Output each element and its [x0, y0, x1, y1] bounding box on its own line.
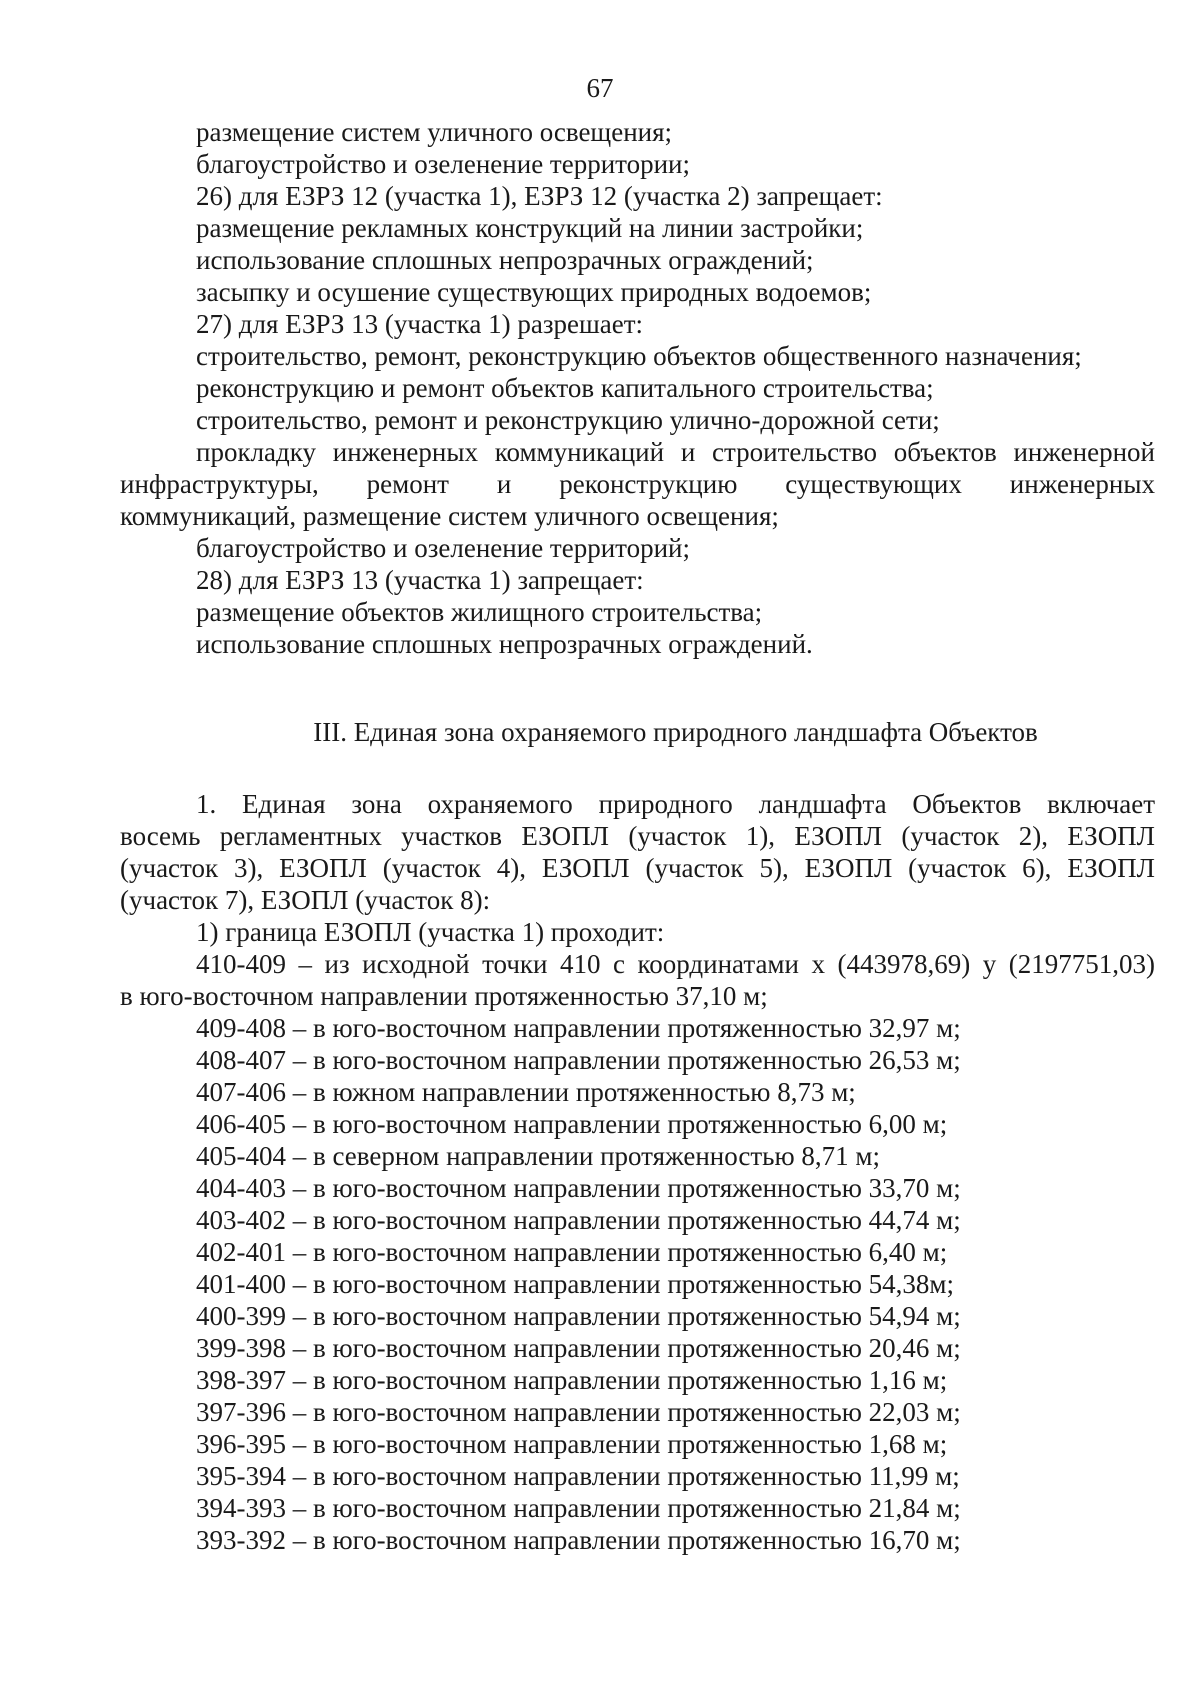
boundary-segment: 393-392 – в юго-восточном направлении протяженностью 16,70 м; [196, 1525, 961, 1555]
page-number: 67 [586, 73, 614, 103]
text-line: размещение объектов жилищного строительства; [196, 597, 763, 627]
boundary-segment: 404-403 – в юго-восточном направлении протяженностью 33,70 м; [196, 1173, 961, 1203]
text-line: 410-409 – из исходной точки 410 с координатами x (443978,69) y (2197751,03) [196, 949, 1155, 979]
boundary-segment: 394-393 – в юго-восточном направлении протяженностью 21,84 м; [196, 1493, 961, 1523]
boundary-segment: 402-401 – в юго-восточном направлении протяженностью 6,40 м; [196, 1237, 948, 1267]
text-line: прокладку инженерных коммуникаций и строительство объектов инженерной [196, 437, 1155, 467]
boundary-segment: 398-397 – в юго-восточном направлении протяженностью 1,16 м; [196, 1365, 948, 1395]
boundary-segment: 405-404 – в северном направлении протяженностью 8,71 м; [196, 1141, 881, 1171]
boundary-segment: 395-394 – в юго-восточном направлении протяженностью 11,99 м; [196, 1461, 960, 1491]
boundary-segment: 396-395 – в юго-восточном направлении протяженностью 1,68 м; [196, 1429, 948, 1459]
text-line: размещение рекламных конструкций на линии застройки; [196, 213, 864, 243]
boundary-segment: 406-405 – в юго-восточном направлении протяженностью 6,00 м; [196, 1109, 948, 1139]
text-line: 1) граница ЕЗОПЛ (участка 1) проходит: [196, 917, 665, 947]
text-line: 26) для ЕЗРЗ 12 (участка 1), ЕЗРЗ 12 (участка 2) запрещает: [196, 181, 883, 211]
text-line: засыпку и осушение существующих природных водоемов; [196, 277, 872, 307]
text-block-zone-rules [120, 116, 1155, 660]
text-line: 1. Единая зона охраняемого природного ландшафта Объектов включает [196, 789, 1155, 819]
boundary-segment: 408-407 – в юго-восточном направлении протяженностью 26,53 м; [196, 1045, 961, 1075]
section-heading: III. Единая зона охраняемого природного ландшафта Объектов [313, 717, 1038, 747]
boundary-segment: 409-408 – в юго-восточном направлении протяженностью 32,97 м; [196, 1013, 961, 1043]
text-line: использование сплошных непрозрачных ограждений. [196, 629, 813, 659]
text-line: благоустройство и озеленение территории; [196, 149, 691, 179]
text-line: размещение систем уличного освещения; [196, 117, 673, 147]
boundary-segment: 399-398 – в юго-восточном направлении протяженностью 20,46 м; [196, 1333, 961, 1363]
text-line: восемь регламентных участков ЕЗОПЛ (участок 1), ЕЗОПЛ (участок 2), ЕЗОПЛ [120, 821, 1155, 851]
text-line: реконструкцию и ремонт объектов капитального строительства; [196, 373, 934, 403]
text-line: коммуникаций, размещение систем уличного освещения; [120, 501, 779, 531]
text-line: строительство, ремонт, реконструкцию объектов общественного назначения; [196, 341, 1082, 371]
text-line: инфраструктуры, ремонт и реконструкцию существующих инженерных [120, 469, 1155, 499]
text-line: (участок 7), ЕЗОПЛ (участок 8): [120, 885, 491, 915]
text-line: в юго-восточном направлении протяженностью 37,10 м; [120, 981, 768, 1011]
text-line: строительство, ремонт и реконструкцию улично-дорожной сети; [196, 405, 940, 435]
text-line: использование сплошных непрозрачных ограждений; [196, 245, 814, 275]
text-line: благоустройство и озеленение территорий; [196, 533, 691, 563]
boundary-segment: 400-399 – в юго-восточном направлении протяженностью 54,94 м; [196, 1301, 961, 1331]
boundary-segment: 397-396 – в юго-восточном направлении протяженностью 22,03 м; [196, 1397, 961, 1427]
text-line: 28) для ЕЗРЗ 13 (участка 1) запрещает: [196, 565, 644, 595]
boundary-segment: 401-400 – в юго-восточном направлении протяженностью 54,38м; [196, 1269, 954, 1299]
text-line: 27) для ЕЗРЗ 13 (участка 1) разрешает: [196, 309, 644, 339]
text-line: (участок 3), ЕЗОПЛ (участок 4), ЕЗОПЛ (участок 5), ЕЗОПЛ (участок 6), ЕЗОПЛ [120, 853, 1155, 883]
boundary-segment: 403-402 – в юго-восточном направлении протяженностью 44,74 м; [196, 1205, 961, 1235]
text-block-ezopl-boundary [120, 788, 1155, 1556]
boundary-segment: 407-406 – в южном направлении протяженностью 8,73 м; [196, 1077, 856, 1107]
